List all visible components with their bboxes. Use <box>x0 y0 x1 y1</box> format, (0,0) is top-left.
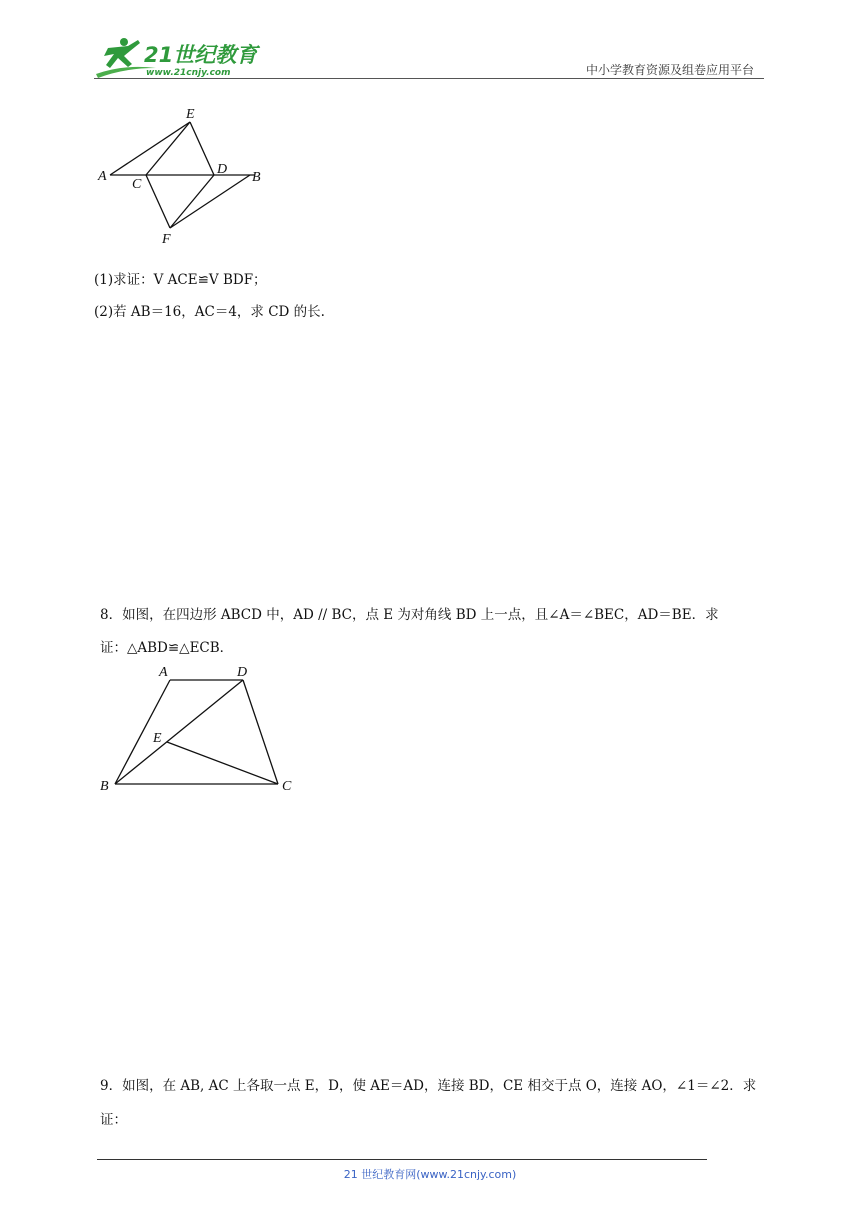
label-d: D <box>217 162 228 177</box>
label-c: C <box>282 779 292 794</box>
segment-cf <box>146 175 170 228</box>
figure-abcd <box>95 660 310 800</box>
footer-link[interactable]: 21 世纪教育网(www.21cnjy.com) <box>343 1168 517 1181</box>
label-a: A <box>159 665 168 680</box>
label-b: B <box>100 779 109 794</box>
footer-divider <box>97 1159 707 1160</box>
segment-bf <box>170 175 250 228</box>
segment-cd <box>243 680 278 784</box>
label-f: F <box>162 232 171 247</box>
q8-line1: 8．如图，在四边形 ABCD 中，AD // BC，点 E 为对角线 BD 上一点，且∠A＝∠BEC，AD＝BE．求 <box>100 607 719 623</box>
q8-line2: 证：△ABD≌△ECB． <box>100 640 234 656</box>
q9-line2: 证： <box>100 1112 127 1128</box>
label-e: E <box>153 731 162 746</box>
logo-url: www.21cnjy.com <box>146 68 231 78</box>
logo-text: 21世纪教育 <box>144 43 258 67</box>
figure-ace-bdf <box>90 100 280 250</box>
segment-ed <box>190 122 214 175</box>
segment-ec <box>167 742 278 784</box>
segment-df <box>170 175 214 228</box>
label-a: A <box>98 169 107 184</box>
label-b: B <box>252 170 261 185</box>
label-c: C <box>132 177 142 192</box>
q7-part1: (1)求证：V ACE≌V BDF； <box>94 272 267 288</box>
q9-line1: 9．如图，在 AB, AC 上各取一点 E，D，使 AE＝AD，连接 BD，CE 相交于点 O，连接 AO，∠1＝∠2．求 <box>100 1078 757 1094</box>
segment-bd <box>115 680 243 784</box>
site-logo <box>94 34 264 80</box>
q7-part2: (2)若 AB＝16，AC＝4，求 CD 的长. <box>94 304 325 320</box>
site-title: 中小学教育资源及组卷应用平台 <box>585 63 754 77</box>
segment-ae <box>110 122 190 175</box>
label-d: D <box>237 665 248 680</box>
label-e: E <box>186 107 195 122</box>
segment-ec <box>146 122 190 175</box>
segment-ba <box>115 680 170 784</box>
header-divider <box>94 78 764 79</box>
